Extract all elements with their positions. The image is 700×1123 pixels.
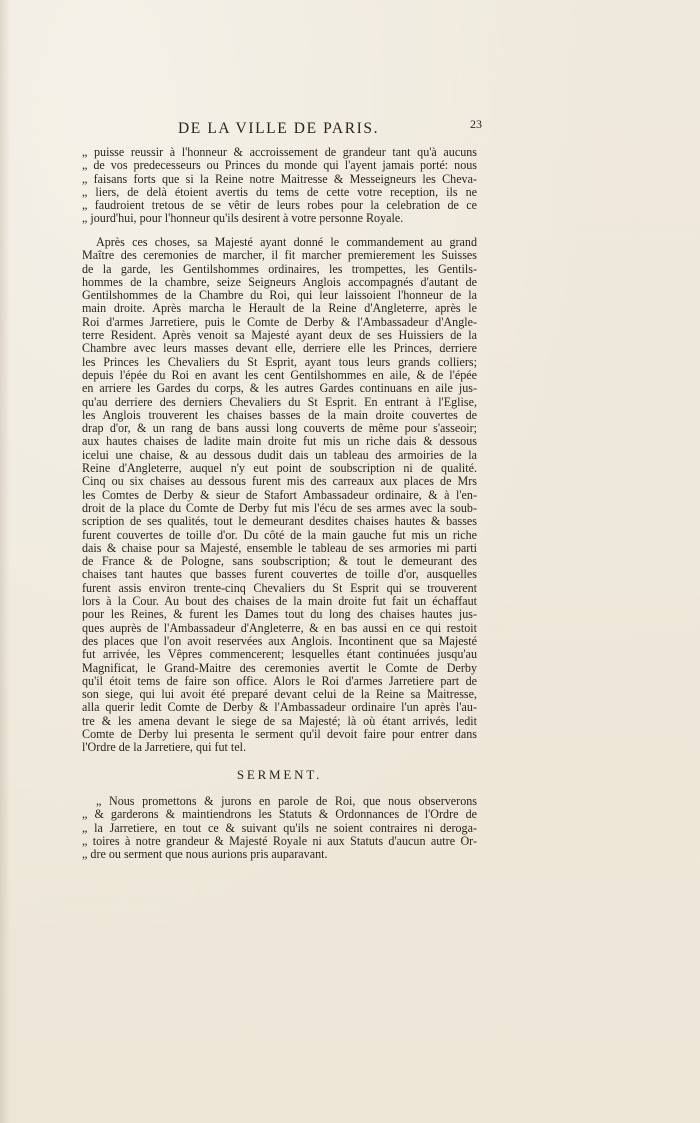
quoted-speech-block xyxy=(82,146,477,226)
oath-block xyxy=(82,795,477,861)
text-line: „ de vos predecesseurs ou Princes du monde qui l'ayent jamais porté: nous xyxy=(82,159,477,173)
page-number: 23 xyxy=(470,117,482,131)
text-line: depuis l'épée du Roi en avant les cent Gentilshommes en aile, & de l'épée xyxy=(82,368,477,382)
ceremony-paragraph xyxy=(82,236,477,755)
text-line: Après ces choses, sa Majesté ayant donné le commandement au grand xyxy=(96,236,477,249)
text-line: „ toires à notre grandeur & Majesté Royale ni aux Statuts d'aucun autre Or- xyxy=(82,834,477,848)
text-line: Reine d'Angleterre, auquel n'y eut point de soubscription ni de qualité. xyxy=(82,462,477,476)
text-line: qu'au derriere des derniers Chevaliers du St Esprit. En entrant à l'Eglise, xyxy=(82,395,477,409)
text-line: l'Ordre de la Jarretiere, qui fut tel. xyxy=(82,741,247,755)
text-line: „ & garderons & maintiendrons les Statuts & Ordonnances de l'Ordre de xyxy=(82,808,477,822)
text-line: droit de la place du Comte de Derby fut mis l'écu de ses armes avec la soub- xyxy=(82,501,477,515)
text-line: „ liers, de delà étoient avertis du tems de cette votre reception, ils ne xyxy=(82,185,477,199)
text-line: dais & chaise pour sa Majesté, ensemble le tableau de ses armories mi parti xyxy=(82,541,477,555)
text-line: Comte de Derby lui presenta le serment qu'il devoit faire pour entrer dans xyxy=(82,727,477,741)
text-line: icelui une chaise, & au dessous dudit dais un tableau des armoiries de la xyxy=(82,448,477,462)
text-line: „ dre ou serment que nous aurions pris auparavant. xyxy=(82,848,328,862)
text-line: „ jourd'hui, pour l'honneur qu'ils desirent à votre personne Royale. xyxy=(82,212,404,226)
text-line: aux hautes chaises de ladite main droite fut mis un riche dais & dessous xyxy=(82,435,477,449)
text-line: furent couvertes de toille d'or. Du côté de la main gauche fut mis un riche xyxy=(82,528,477,542)
text-line: Chambre avec leurs masses devant elle, derriere elle les Princes, derriere xyxy=(82,342,477,356)
text-line: hommes de la chambre, seize Seigneurs Anglois accompagnés d'autant de xyxy=(82,275,477,289)
text-line: Roi d'armes Jarretiere, puis le Comte de Derby & l'Ambassadeur d'Angle- xyxy=(82,315,477,329)
page-header xyxy=(172,117,482,138)
text-line: les Anglois trouverent les chaises basses de la main droite couvertes de xyxy=(82,408,477,422)
text-line: Gentilshommes de la Chambre du Roi, qui leur laissoient l'honneur de la xyxy=(82,289,477,303)
text-line: „ la Jarretiere, en tout ce & suivant qu'ils ne soient contraires ni deroga- xyxy=(82,821,477,835)
section-heading: SERMENT. xyxy=(236,767,323,782)
text-line: chaises tant hautes que basses furent couvertes de toille d'or, ausquelles xyxy=(82,568,477,582)
running-title: DE LA VILLE DE PARIS. xyxy=(178,120,380,137)
text-line: fut arrivée, les Vêpres commencerent; lesquelles étant continuées jusqu'au xyxy=(82,648,477,662)
text-line: „ faisans forts que si la Reine notre Maitresse & Messeigneurs les Cheva- xyxy=(82,172,477,186)
text-line: de France & de Pologne, sans soubscription; & tout le demeurant des xyxy=(82,555,477,569)
text-line: lors à la Cour. Au bout des chaises de la main droite fut fait un échaffaut xyxy=(82,595,477,609)
text-line: Maître des ceremonies de marcher, il fit marcher premierement les Suisses xyxy=(82,249,477,263)
text-line: en arriere les Gardes du corps, & les autres Gardes continuans en aile jus- xyxy=(82,382,477,396)
text-line: scription de ses qualités, tout le demeurant desdites chaises hautes & basses xyxy=(82,515,477,529)
text-line: terre Resident. Après venoit sa Majesté ayant deux de ses Huissiers de la xyxy=(82,329,477,343)
text-line: „ faudroient tretous de se vêtir de leurs robes pour la celebration de ce xyxy=(82,199,477,213)
text-line: de la garde, les Gentilshommes ordinaires, les trompettes, les Gentils- xyxy=(82,262,477,276)
text-line: pour les Reines, & furent les Dames tout du long des chaises hautes jus- xyxy=(82,608,477,622)
text-line: „ puisse reussir à l'honneur & accroissement de grandeur tant qu'à aucuns xyxy=(82,146,477,159)
text-line: alla querir ledit Comte de Derby & l'Ambassadeur ordinaire l'un après l'au- xyxy=(82,701,477,715)
text-line: Magnificat, le Grand-Maitre des ceremonies avertit le Comte de Derby xyxy=(82,661,477,675)
text-line: les Comtes de Derby & sieur de Stafort Ambassadeur ordinaire, & à l'en- xyxy=(82,488,477,502)
text-line: tre & les amena devant le siege de sa Majesté; là où étant arrivés, ledit xyxy=(82,714,477,728)
text-line: main droite. Après marcha le Herault de la Reine d'Angleterre, après le xyxy=(82,302,477,316)
text-line: ques auprès de l'Ambassadeur d'Angleterre, & en bas aussi en ce qui restoit xyxy=(82,621,477,635)
text-line: furent assis environ trente-cinq Chevaliers du St Esprit qui se trouverent xyxy=(82,581,477,595)
text-line: drap d'or, & un rang de bans aussi long couverts de même pour s'asseoir; xyxy=(82,422,477,436)
text-line: Cinq ou six chaises au dessous furent mis des carreaux aux places de Mrs xyxy=(82,475,477,489)
text-line: „ Nous promettons & jurons en parole de Roi, que nous observerons xyxy=(96,795,477,808)
text-line: son siege, qui lui avoit été preparé devant celui de la Reine sa Maitresse, xyxy=(82,688,477,702)
text-line: les Princes les Chevaliers du St Esprit, ayant tous leurs grands colliers; xyxy=(82,355,477,369)
page-binding-shadow xyxy=(0,0,10,1123)
text-line: des places que l'on avoit reservées aux Anglois. Incontinent que sa Majesté xyxy=(82,634,477,648)
text-line: qu'il étoit tems de faire son office. Alors le Roi d'armes Jarretiere part de xyxy=(82,674,477,688)
